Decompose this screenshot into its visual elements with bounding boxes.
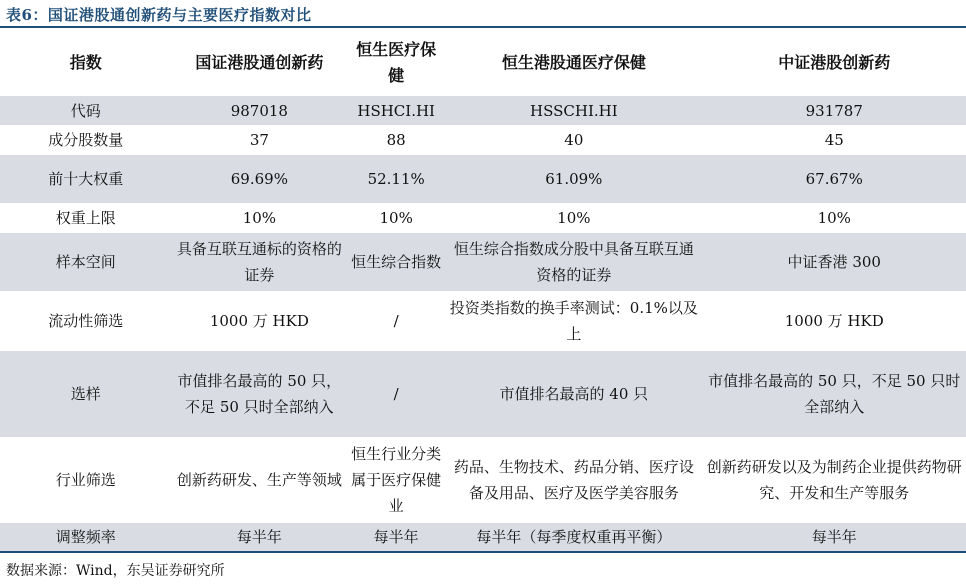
header-cell: 国证港股通创新药 <box>195 53 324 72</box>
row-label: 流动性筛选 <box>0 291 172 351</box>
source-note: 数据来源：Wind，东吴证券研究所 <box>6 563 225 579</box>
table-cell: 市值排名最高的 50 只，不足 50 只时全部纳入 <box>172 351 348 437</box>
header-cell: 中证港股创新药 <box>778 53 891 72</box>
table-cell: 恒生行业分类属于医疗保健业 <box>347 437 445 523</box>
table-cell: / <box>347 351 445 437</box>
table-cell: 37 <box>172 125 348 155</box>
table-cell: 931787 <box>703 96 966 125</box>
table-cell: HSHCI.HI <box>347 96 445 125</box>
row-label: 样本空间 <box>0 233 172 291</box>
table-cell: 药品、生物技术、药品分销、医疗设备及用品、医疗及医学美容服务 <box>445 437 702 523</box>
table-row <box>0 351 966 437</box>
table-cell: 987018 <box>172 96 348 125</box>
table-row <box>0 96 966 125</box>
table-cell: 创新药研发以及为制药企业提供药物研究、开发和生产等服务 <box>703 437 966 523</box>
table-cell: 45 <box>703 125 966 155</box>
table-cell: 投资类指数的换手率测试：0.1%以及上 <box>445 291 702 351</box>
table-row <box>0 523 966 551</box>
header-cell: 恒生医疗保健 <box>356 40 437 85</box>
table-cell: 88 <box>347 125 445 155</box>
table-cell: 恒生综合指数成分股中具备互联互通资格的证券 <box>445 233 702 291</box>
table-cell: 每半年 <box>347 523 445 551</box>
table-cell: 69.69% <box>172 155 348 203</box>
row-label: 权重上限 <box>0 203 172 233</box>
table-cell: 52.11% <box>347 155 445 203</box>
table-row <box>0 291 966 351</box>
table-cell: 每半年 <box>703 523 966 551</box>
comparison-table <box>0 30 966 551</box>
table-cell: 10% <box>445 203 702 233</box>
table-cell: 市值排名最高的 40 只 <box>445 351 702 437</box>
table-cell: 67.67% <box>703 155 966 203</box>
header-cell: 恒生港股通医疗保健 <box>501 53 646 72</box>
table-cell: 10% <box>347 203 445 233</box>
table-cell: HSSCHI.HI <box>445 96 702 125</box>
table-row <box>0 125 966 155</box>
table-cell: 恒生综合指数 <box>347 233 445 291</box>
table-cell: 创新药研发、生产等领域 <box>172 437 348 523</box>
row-label: 行业筛选 <box>0 437 172 523</box>
table-cell: 市值排名最高的 50 只，不足 50 只时全部纳入 <box>703 351 966 437</box>
table-row <box>0 233 966 291</box>
row-label: 选样 <box>0 351 172 437</box>
row-label: 成分股数量 <box>0 125 172 155</box>
table-cell: 1000 万 HKD <box>703 291 966 351</box>
table-cell: 10% <box>172 203 348 233</box>
table-row <box>0 437 966 523</box>
table-row <box>0 203 966 233</box>
table-bottom-rule <box>0 551 966 553</box>
table-row <box>0 155 966 203</box>
table-title: 表6：国证港股通创新药与主要医疗指数对比 <box>6 6 312 24</box>
row-label: 调整频率 <box>0 523 172 551</box>
table-cell: 中证香港 300 <box>703 233 966 291</box>
table-cell: 每半年 <box>172 523 348 551</box>
table-cell: 1000 万 HKD <box>172 291 348 351</box>
table-cell: 每半年（每季度权重再平衡） <box>445 523 702 551</box>
table-cell: / <box>347 291 445 351</box>
table-cell: 40 <box>445 125 702 155</box>
table-cell: 具备互联互通标的资格的证券 <box>172 233 348 291</box>
header-cell: 指数 <box>69 53 102 72</box>
table-cell: 10% <box>703 203 966 233</box>
title-rule <box>0 26 966 28</box>
row-label: 前十大权重 <box>0 155 172 203</box>
header-row <box>0 30 966 96</box>
row-label: 代码 <box>0 96 172 125</box>
table-cell: 61.09% <box>445 155 702 203</box>
